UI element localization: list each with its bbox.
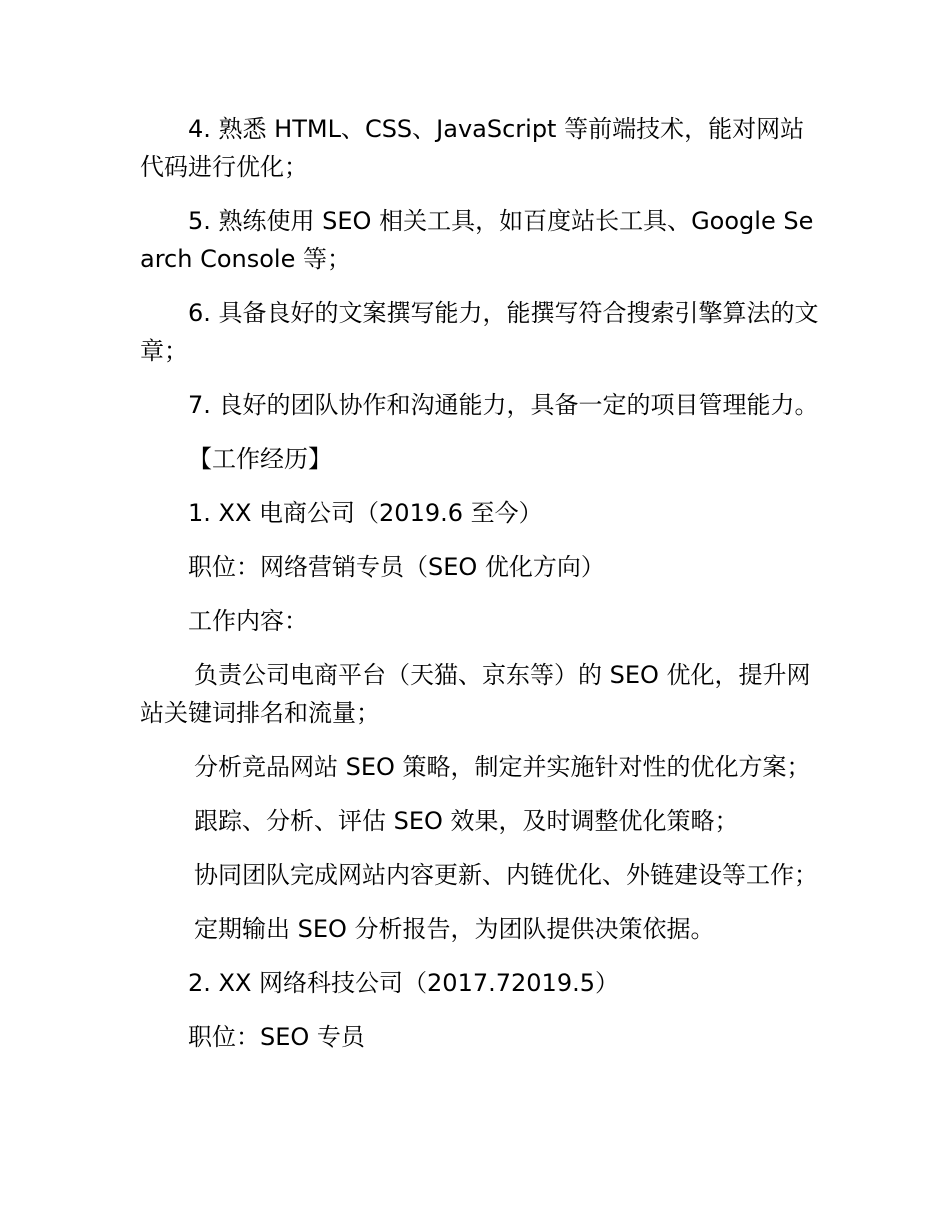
job-1-position: 职位：网络营销专员（SEO 优化方向） [188, 553, 605, 581]
document-body [140, 110, 820, 1072]
skill-item-5: 5. 熟练使用 SEO 相关工具，如百度站长工具、Google Search Console 等； [140, 207, 814, 273]
section-heading-work-experience: 【工作经历】 [188, 445, 332, 473]
job-1-duty-5: 定期输出 SEO 分析报告，为团队提供决策依据。 [194, 915, 715, 943]
job-1-duty-2: 分析竞品网站 SEO 策略，制定并实施针对性的优化方案； [194, 753, 811, 781]
job-1-title: 1. XX 电商公司（2019.6 至今） [188, 499, 543, 527]
job-1-duty-1: 负责公司电商平台（天猫、京东等）的 SEO 优化，提升网站关键词排名和流量； [140, 661, 811, 727]
job-1-duty-4: 协同团队完成网站内容更新、内链优化、外链建设等工作； [194, 861, 818, 889]
job-2-position: 职位：SEO 专员 [188, 1023, 365, 1051]
skill-item-7: 7. 良好的团队协作和沟通能力，具备一定的项目管理能力。 [188, 391, 819, 419]
job-1-duties-label: 工作内容： [188, 607, 308, 635]
job-2-title: 2. XX 网络科技公司（2017.72019.5） [188, 969, 619, 997]
skill-item-4: 4. 熟悉 HTML、CSS、JavaScript 等前端技术，能对网站代码进行优化； [140, 115, 805, 181]
job-1-duty-3: 跟踪、分析、评估 SEO 效果，及时调整优化策略； [194, 807, 739, 835]
skill-item-6: 6. 具备良好的文案撰写能力，能撰写符合搜索引擎算法的文章； [140, 299, 819, 365]
